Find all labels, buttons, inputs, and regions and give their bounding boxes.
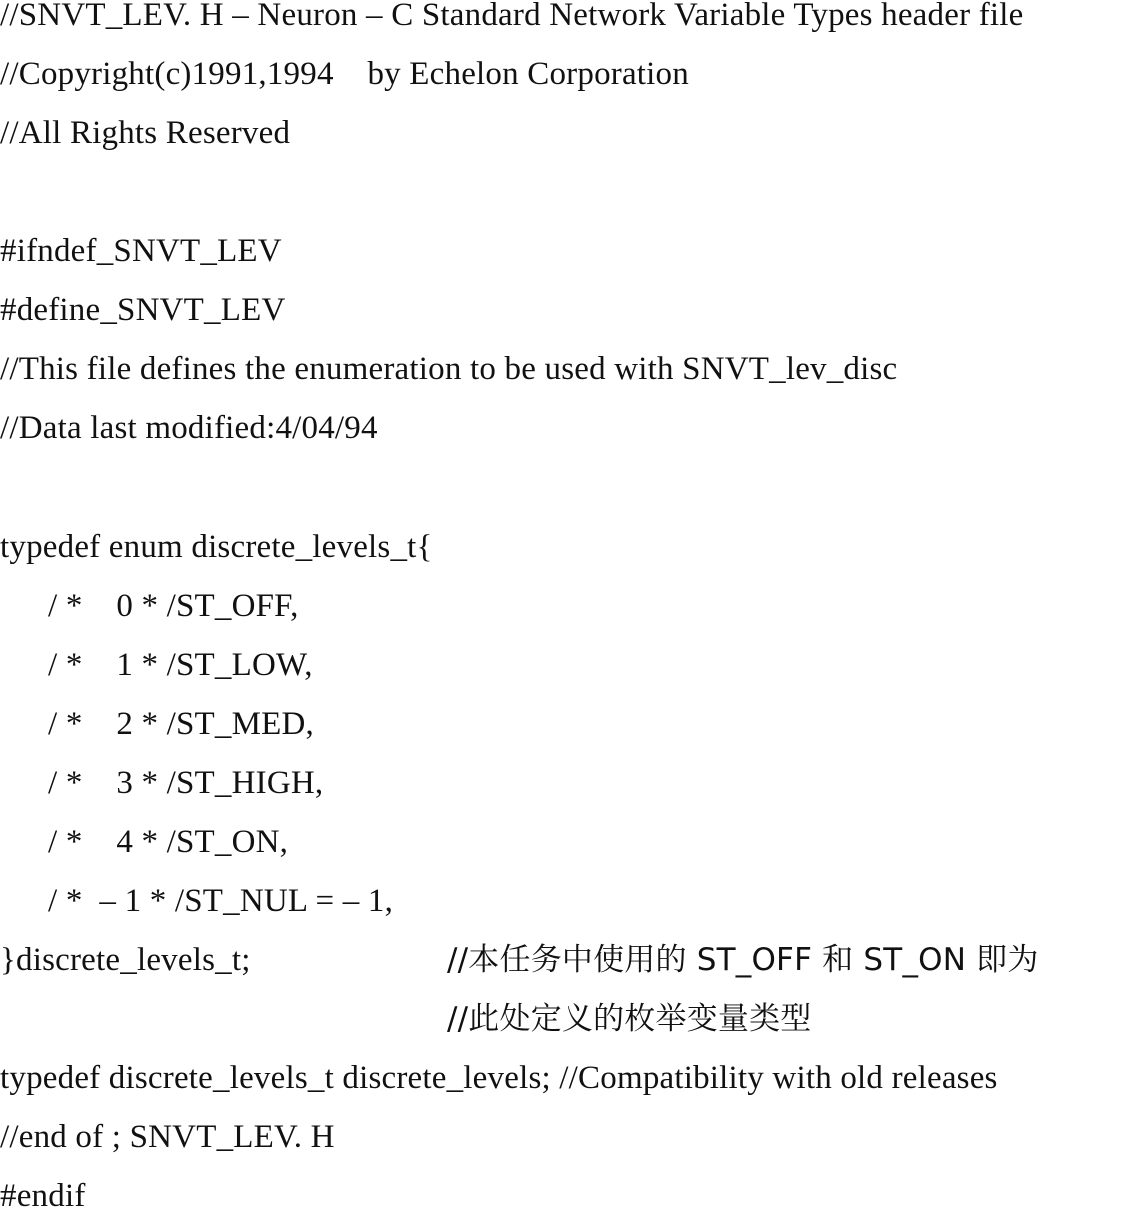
enum-member-line: / * – 1 * /ST_NUL = – 1,	[48, 883, 394, 919]
end-comment-line: //end of ; SNVT_LEV. H	[0, 1119, 335, 1155]
enum-member-line: / * 4 * /ST_ON,	[48, 824, 289, 860]
ifndef-directive: #ifndef_SNVT_LEV	[0, 233, 282, 269]
endif-directive: #endif	[0, 1178, 86, 1214]
copyright-comment-line: //Copyright(c)1991,1994 by Echelon Corporation	[0, 56, 689, 92]
enum-open-line: typedef enum discrete_levels_t{	[0, 529, 433, 565]
file-purpose-comment: //This file defines the enumeration to be used with SNVT_lev_disc	[0, 351, 898, 387]
enum-member-line: / * 2 * /ST_MED,	[48, 706, 314, 742]
enum-member-line: / * 1 * /ST_LOW,	[48, 647, 313, 683]
enum-member-line: / * 0 * /ST_OFF,	[48, 588, 299, 624]
modified-date-comment: //Data last modified:4/04/94	[0, 410, 378, 446]
define-directive: #define_SNVT_LEV	[0, 292, 286, 328]
compat-typedef-line: typedef discrete_levels_t discrete_levels; //Compatibility with old releases	[0, 1060, 998, 1096]
enum-type-comment: //此处定义的枚举变量类型	[447, 1001, 812, 1037]
rights-comment-line: //All Rights Reserved	[0, 115, 291, 151]
enum-member-line: / * 3 * /ST_HIGH,	[48, 765, 324, 801]
header-comment-line: //SNVT_LEV. H – Neuron – C Standard Network Variable Types header file	[0, 0, 1024, 33]
enum-close-line: }discrete_levels_t;	[0, 942, 251, 978]
enum-close-comment: //本任务中使用的 ST_OFF 和 ST_ON 即为	[447, 942, 1039, 978]
